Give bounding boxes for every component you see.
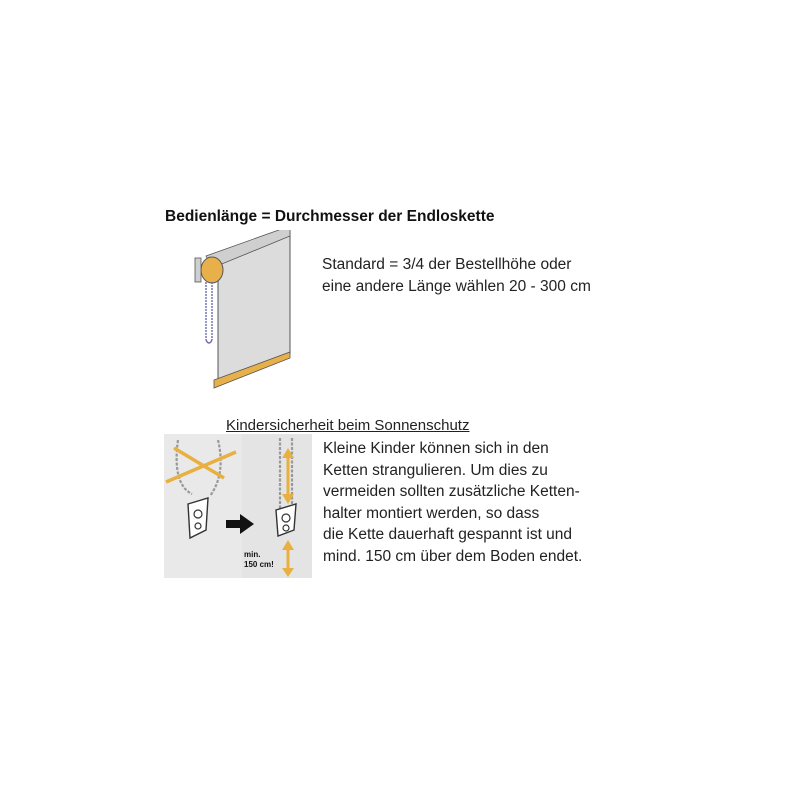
safety-line: Ketten strangulieren. Um dies zu: [323, 461, 548, 479]
child-safety-illustration: [164, 434, 312, 578]
standard-line: eine andere Länge wählen 20 - 300 cm: [322, 277, 591, 295]
page-title: Bedienlänge = Durchmesser der Endloskette: [165, 208, 495, 225]
safety-heading: Kindersicherheit beim Sonnenschutz: [226, 417, 470, 434]
standard-line: Standard = 3/4 der Bestellhöhe oder: [322, 256, 572, 273]
min-height-label-1: min.: [244, 550, 261, 559]
roller-blind-illustration: [190, 230, 294, 395]
min-height-label-2: 150 cm!: [244, 560, 274, 569]
safety-line: die Kette dauerhaft gespannt ist und: [323, 526, 573, 544]
safety-line: halter montiert werden, so dass: [323, 504, 540, 522]
safety-text: [323, 438, 582, 568]
safety-line: Kleine Kinder können sich in den: [323, 440, 549, 457]
child-safety-figure: [164, 434, 312, 578]
standard-length-text: [322, 254, 591, 297]
safety-line: vermeiden sollten zusätzliche Ketten-: [323, 483, 580, 501]
safety-line: mind. 150 cm über dem Boden endet.: [323, 547, 583, 565]
